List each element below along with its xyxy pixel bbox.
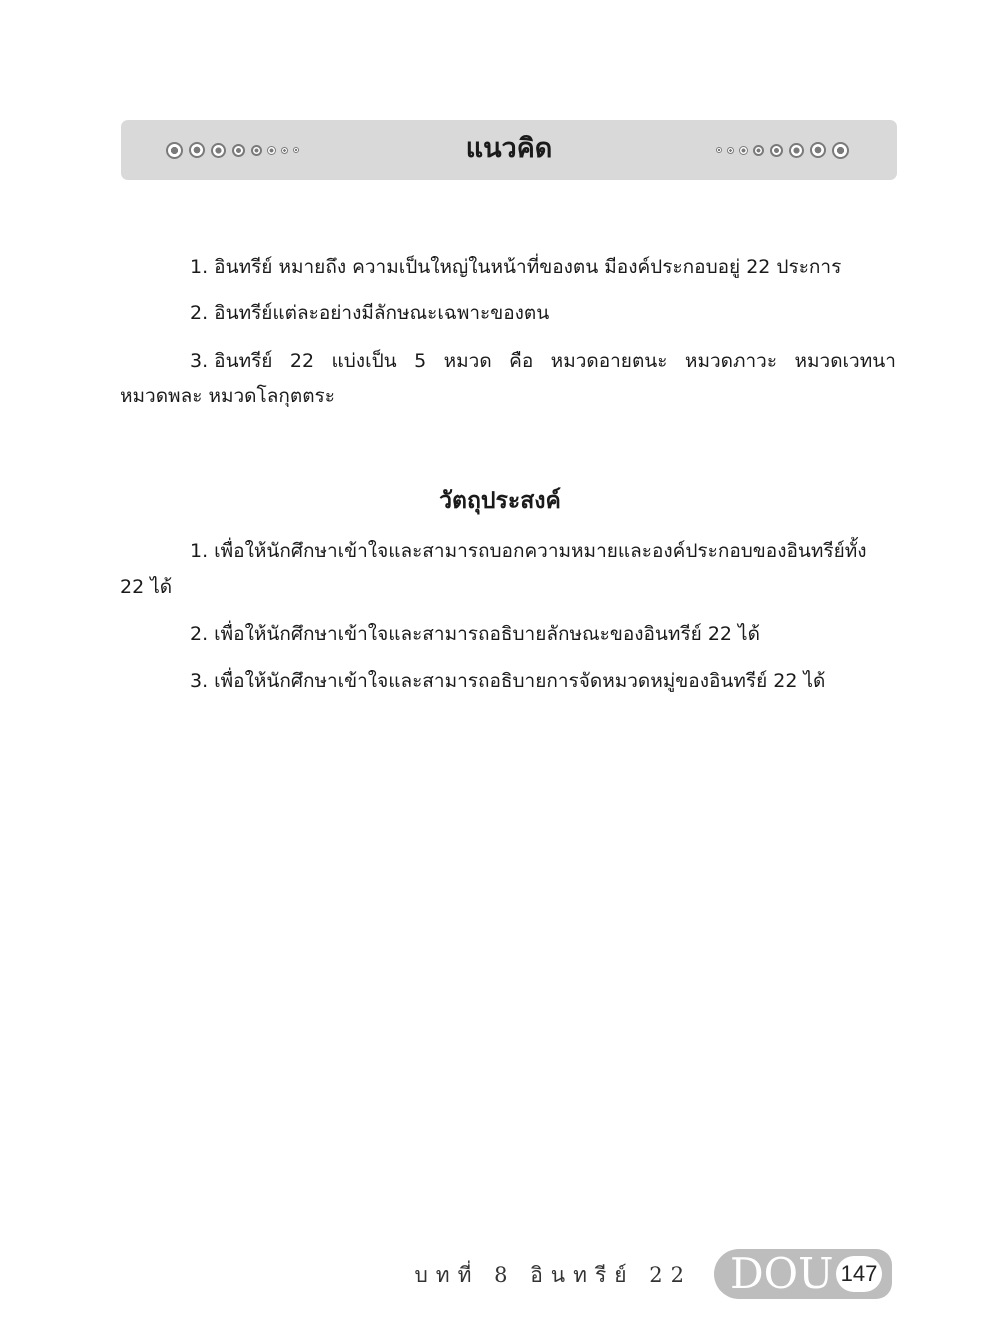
- dou-badge: [714, 1249, 892, 1299]
- concept-item-3-word: หมวด: [443, 350, 492, 372]
- chapter-label: บทที่ 8 อินทรีย์ 22: [414, 1263, 692, 1287]
- dou-logo: DOU: [730, 1249, 834, 1298]
- objective-item-2: 2. เพื่อให้นักศึกษาเข้าใจและสามารถอธิบายลักษณะของอินทรีย์ 22 ได้: [190, 623, 760, 645]
- concept-item-3-word: คือ: [509, 350, 534, 372]
- dot-icon: [753, 145, 764, 156]
- decorative-dots-right: [716, 120, 849, 180]
- page-title: แนวคิด: [465, 133, 553, 164]
- dot-icon: [810, 142, 826, 158]
- concept-item-3-word: หมวดเวทนา: [794, 350, 896, 372]
- concept-item-3-word: หมวดภาวะ: [684, 350, 778, 372]
- dot-icon: [789, 143, 804, 158]
- dot-icon: [770, 144, 783, 157]
- page-number: 147: [836, 1256, 882, 1292]
- concept-item-3-line-1: [190, 346, 896, 376]
- concept-item-3-word: 3. อินทรีย์: [190, 350, 273, 372]
- concept-item-3-word: 22: [289, 350, 315, 372]
- concept-item-3-word: 5: [414, 350, 427, 372]
- dot-icon: [716, 147, 722, 153]
- concept-item-3-word: แบ่งเป็น: [331, 350, 397, 372]
- dot-icon: [832, 142, 849, 159]
- concept-item-2: 2. อินทรีย์แต่ละอย่างมีลักษณะเฉพาะของตน: [190, 302, 550, 324]
- header-banner: [121, 120, 897, 180]
- concept-item-3-line-2: หมวดพละ หมวดโลกุตตระ: [120, 385, 335, 407]
- objective-item-1-line-2: 22 ได้: [120, 576, 173, 598]
- dot-icon: [739, 146, 748, 155]
- dot-icon: [727, 147, 734, 154]
- objective-item-3: 3. เพื่อให้นักศึกษาเข้าใจและสามารถอธิบายการจัดหมวดหมู่ของอินทรีย์ 22 ได้: [190, 670, 826, 692]
- concept-item-3-word: หมวดอายตนะ: [550, 350, 668, 372]
- objectives-title: วัตถุประสงค์: [439, 488, 561, 514]
- concept-item-1: 1. อินทรีย์ หมายถึง ความเป็นใหญ่ในหน้าที่ของตน มีองค์ประกอบอยู่ 22 ประการ: [190, 256, 842, 278]
- objective-item-1-line-1: 1. เพื่อให้นักศึกษาเข้าใจและสามารถบอกความหมายและองค์ประกอบของอินทรีย์ทั้ง: [190, 540, 867, 562]
